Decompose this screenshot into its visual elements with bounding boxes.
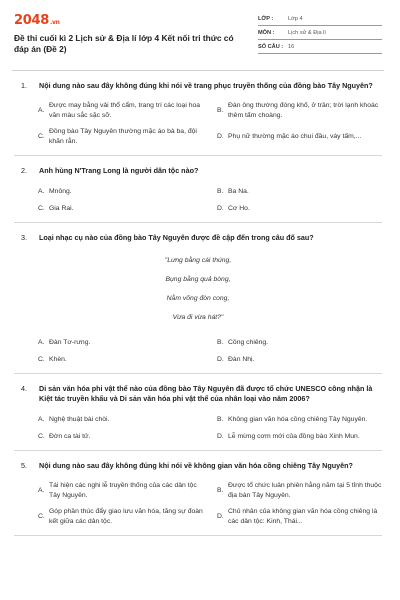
option-text: Lễ mừng cơm mới của đồng bào Xinh Mun. (228, 432, 360, 440)
exam-header (14, 0, 382, 70)
option-c[interactable] (38, 203, 203, 214)
option-letter: B. (217, 415, 224, 423)
question-5 (14, 451, 382, 536)
logo-text: 2048 (14, 13, 49, 28)
option-letter: A. (38, 415, 45, 423)
option-text: Không gian văn hóa cồng chiêng Tây Nguyên. (228, 415, 368, 423)
option-letter: B. (217, 107, 224, 114)
question-text: Nội dung nào sau đây không đúng khi nói về không gian văn hóa cồng chiêng Tây Nguyên? (39, 461, 353, 470)
question-text: Di sản văn hóa phi vật thể nào của đồng bào Tây Nguyên đã được tổ chức UNESCO công nhận là Kiệt tác truyền khẩu và Di sản văn hóa phi vật thể của nhân loại vào năm 2006? (39, 384, 373, 403)
option-text: Đàn Nhị. (228, 355, 255, 363)
option-text: Khèn. (49, 355, 67, 363)
option-a[interactable] (38, 186, 203, 197)
meta-key: MÔN : (258, 29, 275, 36)
option-b[interactable] (217, 414, 382, 425)
question-header (14, 81, 382, 91)
question-number: 3. (21, 233, 27, 242)
option-text: Gia Rai. (49, 204, 74, 212)
options-grid (14, 414, 382, 442)
question-text: Nội dung nào sau đây không đúng khi nói về trang phục truyền thống của đồng bào Tây Nguyên? (39, 81, 373, 90)
option-text: Nghệ thuật bài chòi. (49, 415, 110, 423)
meta-row-subject (258, 26, 382, 40)
option-text: Đàn ông thường đóng khố, ở trần; trời lạnh khoác thêm tấm choàng. (228, 102, 379, 119)
meta-value: Lớp 4 (288, 15, 303, 22)
option-letter: D. (217, 133, 224, 140)
options-grid (14, 481, 382, 527)
options-grid (14, 101, 382, 147)
option-letter: D. (217, 204, 224, 212)
option-d[interactable] (217, 127, 382, 147)
meta-value: Lịch sử & Địa lí (288, 29, 326, 36)
option-letter: B. (217, 487, 224, 494)
poem-line: "Lưng bằng cái thúng, (164, 257, 232, 264)
question-text: Loại nhạc cụ nào của đồng bào Tây Nguyên được đề cập đến trong câu đố sau? (39, 233, 314, 242)
option-d[interactable] (217, 203, 382, 214)
logo-suffix: .vn (49, 19, 60, 26)
option-letter: D. (217, 432, 224, 440)
option-text: Chủ nhân của không gian văn hóa cồng chiêng là các dân tộc: Kinh, Thái... (228, 508, 378, 525)
option-text: Được may bằng vải thổ cẩm, trang trí các loại hoa văn màu sắc sặc sỡ. (49, 102, 201, 119)
options-grid (14, 337, 382, 365)
option-text: Phụ nữ thường mặc áo chui đầu, váy tấm,... (228, 133, 362, 140)
option-b[interactable] (217, 481, 382, 501)
option-letter: C. (38, 513, 45, 520)
option-text: Đàn Tơ-rưng. (49, 338, 91, 346)
option-letter: C. (38, 204, 45, 212)
question-4 (14, 374, 382, 451)
site-logo[interactable] (14, 14, 250, 30)
option-text: Tái hiện các nghi lễ truyền thống của các dân tộc Tây Nguyên. (49, 482, 197, 499)
question-header (14, 233, 382, 243)
option-text: Mnông. (49, 187, 72, 195)
question-header (14, 384, 382, 404)
option-c[interactable] (38, 127, 203, 147)
option-d[interactable] (217, 354, 382, 365)
option-letter: D. (217, 355, 224, 363)
meta-value: 16 (288, 43, 295, 50)
option-a[interactable] (38, 101, 203, 121)
header-left (14, 14, 250, 70)
question-header (14, 166, 382, 176)
question-3 (14, 223, 382, 374)
option-text: Cồng chiêng. (228, 338, 269, 346)
option-text: Góp phần thúc đẩy giao lưu văn hóa, tăng sự đoàn kết giữa các dân tộc. (49, 508, 203, 525)
option-a[interactable] (38, 414, 203, 425)
question-number: 1. (21, 81, 27, 90)
option-letter: A. (38, 187, 45, 195)
option-b[interactable] (217, 101, 382, 121)
option-a[interactable] (38, 481, 203, 501)
question-number: 5. (21, 461, 27, 470)
question-header (14, 461, 382, 471)
exam-title: Đề thi cuối kì 2 Lịch sử & Địa lí lớp 4 Kết nối tri thức có đáp án (Đề 2) (14, 33, 234, 54)
option-letter: B. (217, 338, 224, 346)
option-letter: A. (38, 338, 45, 346)
option-text: Cơ Ho. (228, 204, 250, 212)
option-c[interactable] (38, 507, 203, 527)
riddle-poem (14, 251, 382, 327)
option-letter: C. (38, 355, 45, 363)
exam-meta (258, 12, 382, 70)
option-letter: D. (217, 513, 224, 520)
option-a[interactable] (38, 337, 203, 348)
option-letter: C. (38, 133, 45, 140)
meta-key: SỐ CÂU : (258, 43, 284, 50)
question-1 (14, 71, 382, 156)
option-text: Đờn ca tài tử. (49, 432, 91, 440)
option-b[interactable] (217, 186, 382, 197)
option-letter: B. (217, 187, 224, 195)
question-text: Anh hùng N'Trang Long là người dân tộc nào? (39, 166, 199, 175)
option-b[interactable] (217, 337, 382, 348)
poem-line: Nằm võng đòn cong, (166, 295, 230, 302)
poem-line: Vừa đi vừa hát?" (172, 314, 224, 321)
option-text: Ba Na. (228, 187, 249, 195)
poem-line: Bụng bằng quả bòng, (165, 276, 231, 283)
options-grid (14, 186, 382, 214)
question-number: 4. (21, 384, 27, 393)
option-d[interactable] (217, 431, 382, 442)
option-letter: A. (38, 107, 45, 114)
option-letter: C. (38, 432, 45, 440)
option-c[interactable] (38, 431, 203, 442)
option-c[interactable] (38, 354, 203, 365)
question-2 (14, 156, 382, 223)
meta-row-count (258, 40, 382, 54)
option-d[interactable] (217, 507, 382, 527)
meta-key: LỚP : (258, 15, 274, 22)
question-number: 2. (21, 166, 27, 175)
meta-row-class (258, 12, 382, 26)
option-letter: A. (38, 487, 45, 494)
option-text: Đồng bào Tây Nguyên thường mặc áo bà ba, đội khăn rằn. (49, 128, 197, 145)
option-text: Được tổ chức luân phiên hằng năm tại 5 tỉnh thuộc địa bàn Tây Nguyên. (228, 482, 382, 499)
